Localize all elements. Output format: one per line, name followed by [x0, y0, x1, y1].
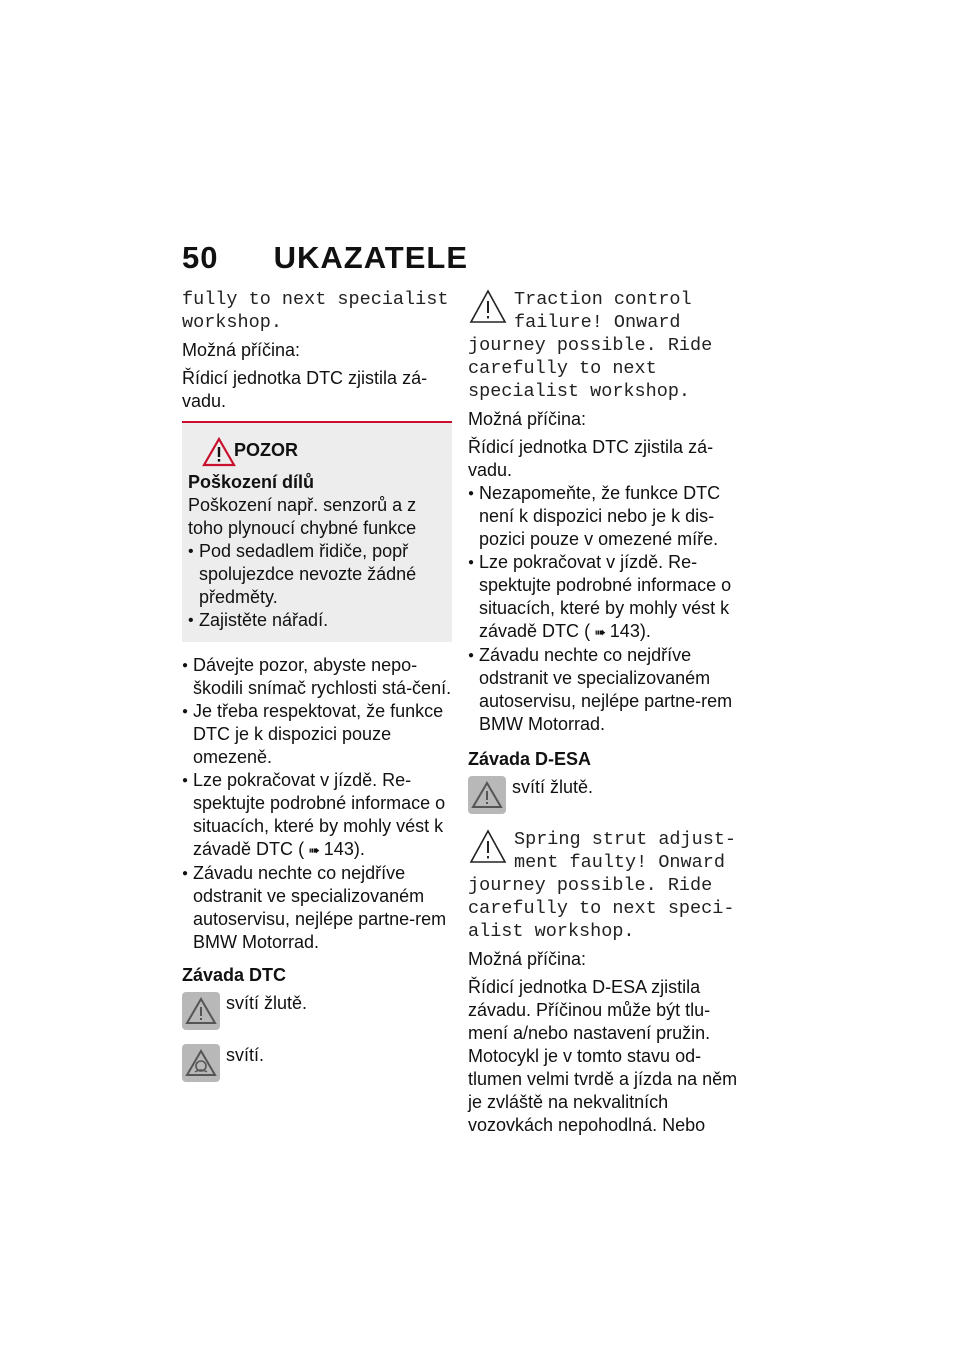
warning-lamp-icon: [468, 776, 506, 814]
page-reference[interactable]: [298, 839, 365, 859]
left-column: [182, 288, 452, 1096]
page-header: [182, 240, 468, 276]
list-item: ● Nezapomeňte, že funkce DTC není k dispozici nebo je k dis-pozici pouze v omezené míře.: [468, 482, 740, 551]
mono-text: Traction control failure! Onward journey possible. Ride carefully to next specialist workshop.: [468, 289, 713, 402]
lamp-text: svítí žlutě.: [226, 993, 308, 1013]
warning-label: POZOR: [234, 440, 299, 460]
page-number: 50: [182, 240, 219, 275]
page-reference[interactable]: [584, 621, 651, 641]
lamp-text: svítí.: [226, 1045, 265, 1065]
right-cause2-label: Možná příčina:: [468, 949, 587, 969]
left-mono-message: fully to next specialist workshop.: [182, 289, 449, 333]
right-cause2-text: Řídicí jednotka D-ESA zjistila závadu. Příčinou může být tlu-mení a/nebo nastavení pružin. Motocykl je v tomto stavu od-tlumen velmi tvrdě a jízda na něm je zvláště na nekvalitních vozovkách nepohodlná. Nebo: [468, 977, 738, 1135]
right-cause-text: Řídicí jednotka DTC zjistila zá-vadu.: [468, 437, 714, 480]
warning-subtitle: Poškození dílů: [188, 472, 315, 492]
warning-lamp-icon: [182, 992, 220, 1030]
dtc-lamp-row-2: [182, 1044, 452, 1090]
lamp-text: svítí žlutě.: [512, 777, 594, 797]
bullet-text: Lze pokračovat v jízdě. Re-spektujte podrobné informace o situacích, které by mohly vést k závadě DTC: [193, 770, 446, 859]
page-title: UKAZATELE: [273, 240, 469, 275]
dtc-lamp-row-1: [182, 992, 452, 1038]
ref-open: (: [584, 621, 591, 641]
list-item: [468, 551, 740, 644]
esa-lamp-row: [468, 776, 740, 822]
list-item: ● Závadu nechte co nejdříve odstranit ve specializovaném autoservisu, nejlépe partne-rem BMW Motorrad.: [182, 862, 452, 954]
list-item: ● Dávejte pozor, abyste nepo-škodili snímač rychlosti stá-čení.: [182, 654, 452, 700]
list-item: ● Závadu nechte co nejdříve odstranit ve specializovaném autoservisu, nejlépe partne-rem BMW Motorrad.: [468, 644, 740, 736]
list-item: [182, 769, 452, 862]
arrow-right-icon: ➠: [594, 624, 606, 640]
warning-triangle-outline-icon: [468, 288, 508, 326]
arrow-right-icon: ➠: [308, 842, 320, 858]
list-item: • Zajistěte nářadí.: [188, 609, 446, 632]
list-item: • Pod sedadlem řidiče, popř spolujezdce nevozte žádné předměty.: [188, 540, 446, 609]
left-cause-text: Řídicí jednotka DTC zjistila zá-vadu.: [182, 368, 428, 411]
dtc-section-title: Závada DTC: [182, 965, 287, 985]
ref-page: 143).: [609, 621, 651, 641]
ref-open: (: [298, 839, 305, 859]
esa-section-title: Závada D-ESA: [468, 749, 592, 769]
traction-control-lamp-icon: [182, 1044, 220, 1082]
left-cause-label: Možná příčina:: [182, 340, 301, 360]
right-bullet-list: [468, 482, 740, 736]
warning-box: [182, 421, 452, 642]
left-bullet-list: [182, 654, 452, 954]
warning-triangle-icon: [202, 437, 236, 467]
spring-strut-message: [468, 828, 740, 943]
warning-header: [188, 437, 446, 471]
bullet-text: Lze pokračovat v jízdě. Re-spektujte podrobné informace o situacích, které by mohly vést k závadě DTC: [479, 552, 732, 641]
list-item: ● Je třeba respektovat, že funkce DTC je k dispozici pouze omezeně.: [182, 700, 452, 769]
warning-text: Poškození např. senzorů a z toho plynoucí chybné funkce: [188, 495, 417, 538]
mono-text: Spring strut adjust-ment faulty! Onward journey possible. Ride carefully to next speci-alist workshop.: [468, 829, 737, 942]
right-column: [468, 288, 740, 1137]
warning-list: [188, 540, 446, 632]
ref-page: 143).: [323, 839, 365, 859]
warning-triangle-outline-icon: [468, 828, 508, 866]
traction-control-message: [468, 288, 740, 403]
right-cause-label: Možná příčina:: [468, 409, 587, 429]
